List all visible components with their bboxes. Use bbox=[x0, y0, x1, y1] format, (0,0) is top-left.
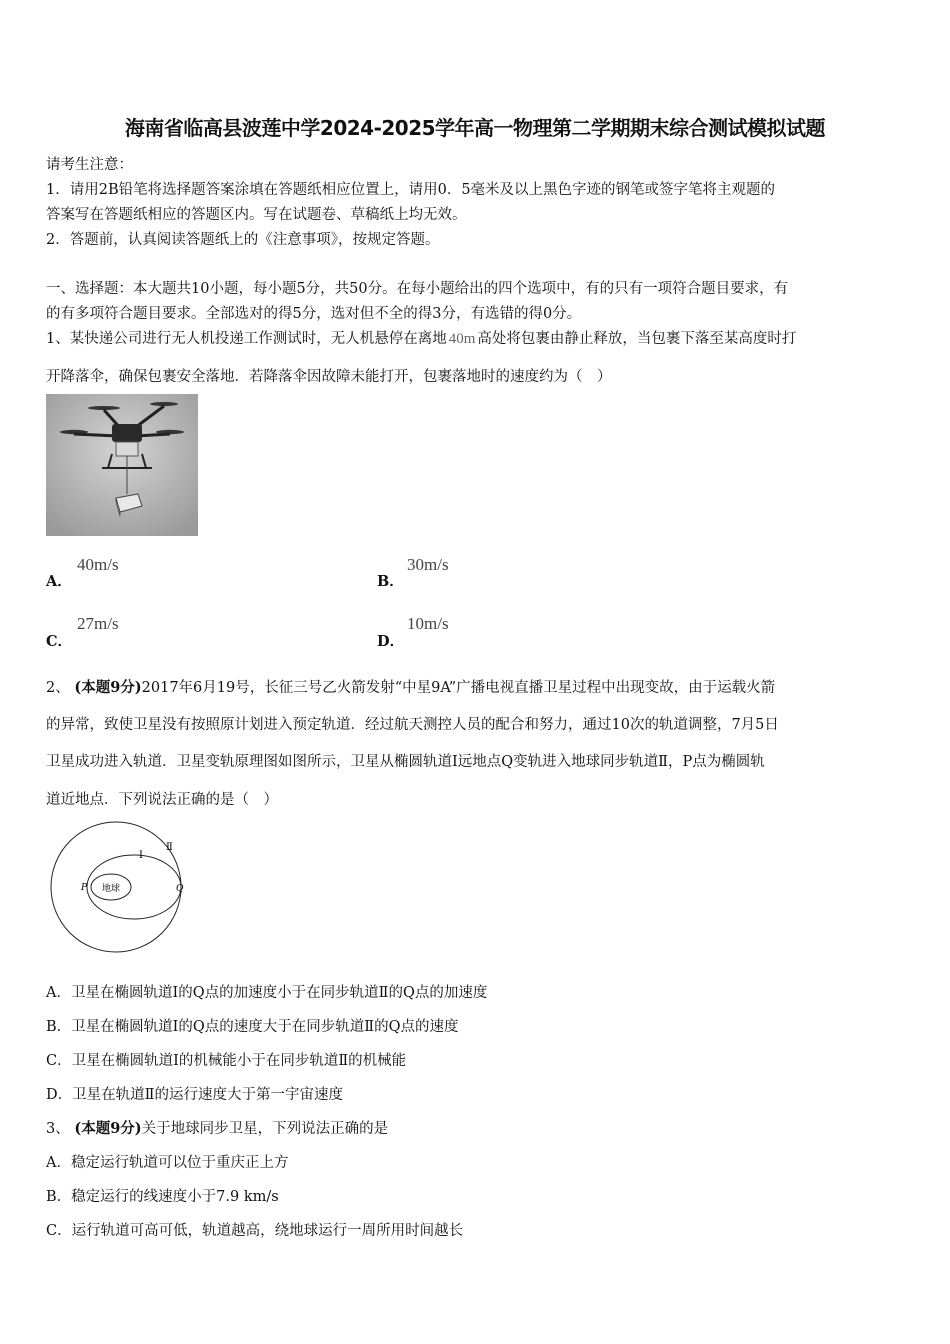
notice-line-1a: 1．请用2B铅笔将选择题答案涂填在答题纸相应位置上，请用0．5毫米及以上黑色字迹的钢笔或签字笔将主观题的 bbox=[46, 182, 776, 198]
orbit-diagram bbox=[46, 820, 196, 954]
q2-line-1-text: 2017年6月19号，长征三号乙火箭发射“中星9A”广播电视直播卫星过程中出现变故，由于运载火箭 bbox=[141, 680, 776, 696]
q1-option-a-letter: A． bbox=[46, 573, 72, 590]
q1-stem-line-1 bbox=[46, 327, 796, 348]
q2-option-a: A．卫星在椭圆轨道Ⅰ的Q点的加速度小于在同步轨道Ⅱ的Q点的加速度 bbox=[46, 985, 488, 1001]
q1-stem-b: 高处将包裹由静止释放，当包裹下落至某高度时打 bbox=[477, 331, 797, 347]
q1-option-b-value: 30m/s bbox=[407, 555, 449, 574]
page-title: 海南省临高县波莲中学2024-2025学年高一物理第二学期期末综合测试模拟试题 bbox=[124, 116, 826, 140]
point-q-label: Q bbox=[176, 884, 184, 894]
point-p-label: P bbox=[81, 883, 88, 893]
drone-photo bbox=[46, 394, 198, 536]
section1-line-2: 的有多项符合题目要求。全部选对的得5分，选对但不全的得3分，有选错的得0分。 bbox=[46, 306, 582, 322]
q1-option-a-value: 40m/s bbox=[77, 555, 119, 574]
q2-stem-line-1 bbox=[46, 676, 775, 697]
q3-option-a: A．稳定运行轨道可以位于重庆正上方 bbox=[46, 1155, 289, 1171]
orbit-i-label: Ⅰ bbox=[139, 850, 143, 861]
q2-option-c: C．卫星在椭圆轨道Ⅰ的机械能小于在同步轨道Ⅱ的机械能 bbox=[46, 1053, 407, 1069]
q3-option-c: C．运行轨道可高可低，轨道越高，绕地球运行一周所用时间越长 bbox=[46, 1223, 464, 1239]
notice-heading: 请考生注意： bbox=[46, 157, 133, 173]
q1-height: 40m bbox=[448, 331, 476, 347]
notice-line-1b: 答案写在答题纸相应的答题区内。写在试题卷、草稿纸上均无效。 bbox=[46, 207, 467, 223]
notice-line-2: 2．答题前，认真阅读答题纸上的《注意事项》，按规定答题。 bbox=[46, 232, 440, 248]
drone-illustration bbox=[46, 394, 198, 536]
orbit-ii-label: Ⅱ bbox=[166, 842, 173, 853]
q1-option-c-letter: C． bbox=[46, 633, 73, 650]
q2-number: 2、 bbox=[46, 680, 70, 696]
q2-option-b: B．卫星在椭圆轨道Ⅰ的Q点的速度大于在同步轨道Ⅱ的Q点的速度 bbox=[46, 1019, 459, 1035]
q1-stem-a: 1、某快递公司进行无人机投递工作测试时，无人机悬停在离地 bbox=[46, 331, 447, 347]
q3-stem bbox=[46, 1117, 388, 1138]
q2-option-d: D．卫星在轨道Ⅱ的运行速度大于第一宇宙速度 bbox=[46, 1087, 343, 1103]
section1-line-1: 一、选择题：本大题共10小题，每小题5分，共50分。在每小题给出的四个选项中，有的只有一项符合题目要求，有 bbox=[46, 281, 789, 297]
orbit-svg bbox=[46, 820, 196, 954]
q3-number: 3、 bbox=[46, 1121, 70, 1137]
q3-score: (本题9分) bbox=[74, 1120, 142, 1137]
q1-option-c-value: 27m/s bbox=[77, 614, 119, 633]
q2-score: (本题9分) bbox=[74, 679, 142, 696]
earth-label: 地球 bbox=[102, 884, 121, 894]
q1-option-d-letter: D． bbox=[377, 633, 405, 650]
q2-stem-line-3: 卫星成功进入轨道．卫星变轨原理图如图所示，卫星从椭圆轨道Ⅰ远地点Q变轨进入地球同步轨道Ⅱ，P点为椭圆轨 bbox=[46, 754, 765, 770]
q1-stem-line-2: 开降落伞，确保包裹安全落地．若降落伞因故障未能打开，包裹落地时的速度约为（ ） bbox=[46, 369, 612, 385]
q2-stem-line-2: 的异常，致使卫星没有按照原计划进入预定轨道．经过航天测控人员的配合和努力，通过10次的轨道调整，7月5日 bbox=[46, 717, 779, 733]
q2-stem-line-4: 道近地点．下列说法正确的是（ ） bbox=[46, 792, 278, 808]
q3-stem-text: 关于地球同步卫星，下列说法正确的是 bbox=[141, 1121, 389, 1137]
q1-option-b-letter: B． bbox=[377, 573, 404, 590]
q3-option-b: B．稳定运行的线速度小于7.9 km/s bbox=[46, 1189, 279, 1205]
q1-option-d-value: 10m/s bbox=[407, 614, 449, 633]
